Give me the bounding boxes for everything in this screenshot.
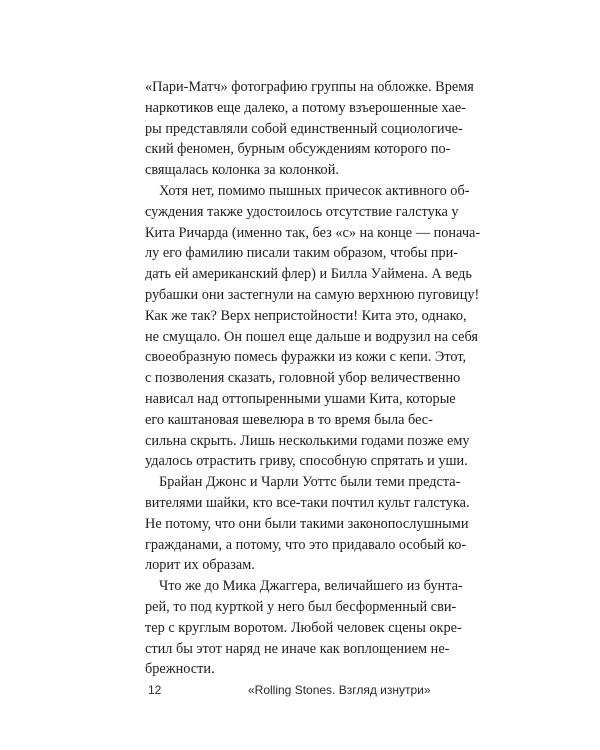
text-line: вителями шайки, кто все-таки почтил культ галстука. bbox=[145, 494, 470, 511]
text-line: нависал над оттопыренными ушами Кита, которые bbox=[145, 390, 456, 407]
text-line: «Пари-Матч» фотографию группы на обложке. Время bbox=[145, 79, 474, 95]
text-line: удалось отрастить гриву, способную спрятать и уши. bbox=[145, 453, 468, 470]
text-line: своеобразную помесь фуражки из кожи с кепи. Этот, bbox=[145, 349, 467, 366]
running-title: «Rolling Stones. Взгляд изнутри» bbox=[248, 683, 431, 697]
text-line: не смущало. Он пошел еще дальше и водрузил на себя bbox=[145, 328, 478, 345]
text-line: Как же так? Верх непристойности! Кита это, однако, bbox=[145, 307, 467, 324]
text-line: свящалась колонка за колонкой. bbox=[145, 162, 339, 179]
text-line: брежности. bbox=[145, 661, 215, 678]
text-line: сильна скрыть. Лишь несколькими годами позже ему bbox=[145, 432, 470, 449]
page-number: 12 bbox=[148, 683, 162, 697]
text-line: стил бы этот наряд не иначе как воплощением не- bbox=[145, 640, 450, 657]
text-line: лорит их образам. bbox=[145, 557, 255, 574]
text-line: ры представляли собой единственный социологиче- bbox=[145, 120, 463, 137]
text-line: ский феномен, бурным обсуждениям которого по- bbox=[145, 141, 451, 158]
text-line: гражданами, а потому, что это придавало особый ко- bbox=[145, 536, 467, 553]
text-line: лу его фамилию писали таким образом, чтобы при- bbox=[145, 245, 459, 262]
text-line: рубашки они застегнули на самую верхнюю пуговицу! bbox=[145, 286, 480, 303]
text-line: Хотя нет, помимо пышных причесок активного об- bbox=[159, 182, 470, 199]
text-line: его каштановая шевелюра в то время была бес- bbox=[145, 411, 433, 428]
text-line: Что же до Мика Джаггера, величайшего из бунта- bbox=[159, 578, 463, 595]
text-line: с позволения сказать, головной убор величественно bbox=[145, 370, 461, 387]
body-text bbox=[145, 77, 480, 680]
text-line: Кита Ричарда (именно так, без «с» на конце — поначa- bbox=[145, 224, 481, 241]
text-line: тер с круглым воротом. Любой человек сцены окре- bbox=[145, 619, 462, 636]
text-line: дать ей американский флер) и Билла Уаймена. А ведь bbox=[145, 266, 472, 283]
text-line: Не потому, что они были такими законопослушными bbox=[145, 515, 469, 532]
text-line: наркотиков еще далеко, а потому взъерошенные хае- bbox=[145, 99, 466, 116]
text-line: рей, то под курткой у него был бесформенный сви- bbox=[145, 598, 457, 615]
text-line: суждения также удостоилось отсутствие галстука у bbox=[145, 203, 459, 220]
text-line: Брайан Джонс и Чарли Уоттс были теми предста- bbox=[159, 474, 461, 491]
page-footer bbox=[0, 683, 600, 703]
